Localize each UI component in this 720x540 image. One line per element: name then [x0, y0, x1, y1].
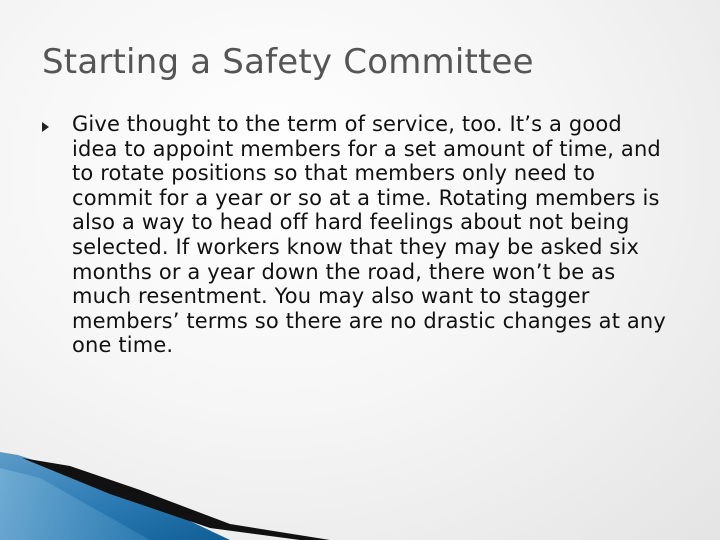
bullet-text: Give thought to the term of service, too. It’s a good idea to appoint members for a set amount of time, and to rotate positions so that members only need to commit for a year or so at a time. Rotating members is also a way to head off hard feelings about not being selected. If workers know that they may be asked six months or a year down the road, there won’t be as much resentment. You may also want to stagger members’ terms so there are no drastic changes at any one time. — [72, 112, 666, 358]
slide-title: Starting a Safety Committee — [42, 42, 534, 82]
